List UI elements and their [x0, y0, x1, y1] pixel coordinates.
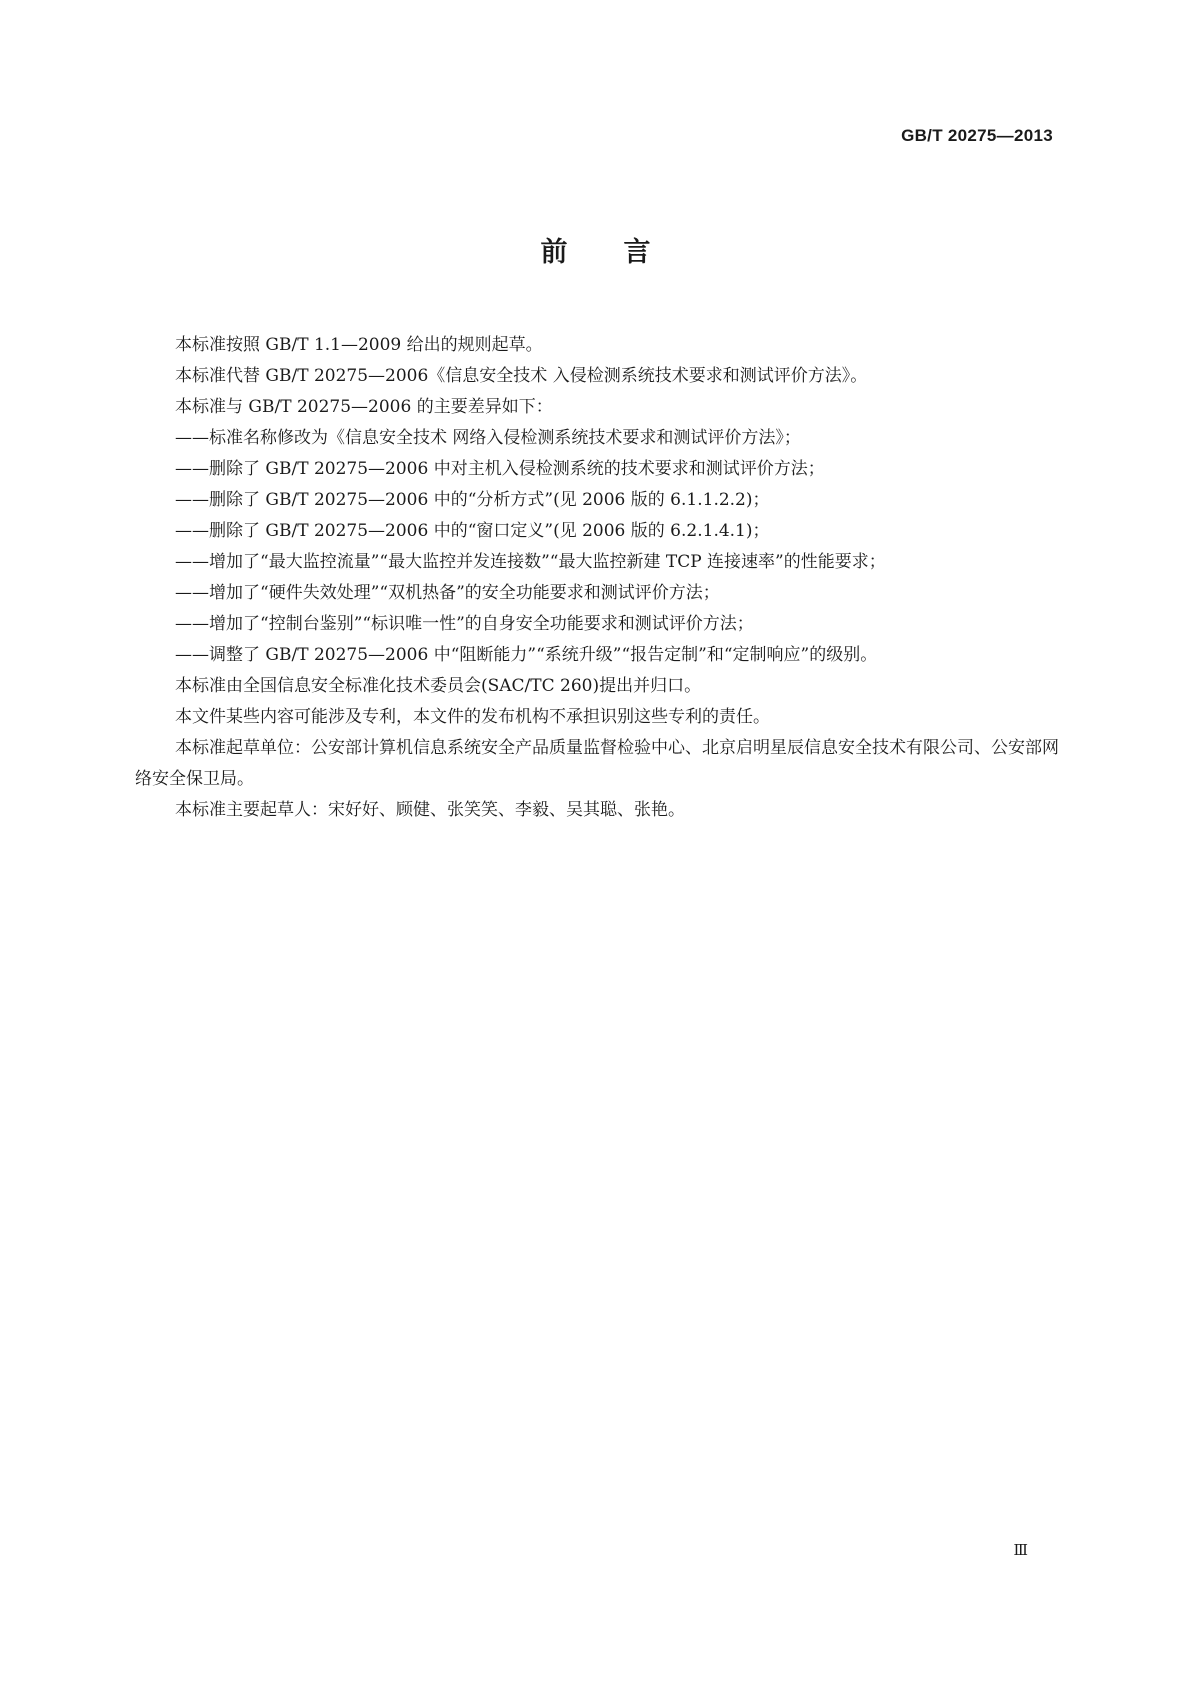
list-item: ——增加了“控制台鉴别”“标识唯一性”的自身安全功能要求和测试评价方法； — [175, 614, 754, 634]
list-item: ——增加了“最大监控流量”“最大监控并发连接数”“最大监控新建 TCP 连接速率”的性能要求； — [175, 552, 886, 572]
paragraph-drafting-units: 本标准起草单位：公安部计算机信息系统安全产品质量监督检验中心、北京启明星辰信息安全技术有限公司、公安部网络安全保卫局。 — [135, 738, 1059, 789]
paragraph-patent-notice: 本文件某些内容可能涉及专利，本文件的发布机构不承担识别这些专利的责任。 — [175, 707, 770, 727]
page-title: 前言 — [540, 237, 707, 268]
paragraph-drafting-rules: 本标准按照 GB/T 1.1—2009 给出的规则起草。 — [175, 335, 543, 355]
list-item: ——删除了 GB/T 20275—2006 中的“分析方式”(见 2006 版的 6.1.1.2.2)； — [175, 490, 770, 510]
paragraph-replaces: 本标准代替 GB/T 20275—2006《信息安全技术 入侵检测系统技术要求和测试评价方法》。 — [175, 366, 868, 386]
foreword-body — [135, 330, 1060, 826]
list-item: ——调整了 GB/T 20275—2006 中“阻断能力”“系统升级”“报告定制”和“定制响应”的级别。 — [175, 645, 878, 665]
list-item: ——标准名称修改为《信息安全技术 网络入侵检测系统技术要求和测试评价方法》； — [175, 428, 801, 448]
list-item: ——删除了 GB/T 20275—2006 中的“窗口定义”(见 2006 版的 6.2.1.4.1)； — [175, 521, 770, 541]
standard-number: GB/T 20275—2013 — [901, 126, 1053, 145]
paragraph-proposer: 本标准由全国信息安全标准化技术委员会(SAC/TC 260)提出并归口。 — [175, 676, 702, 696]
list-item: ——删除了 GB/T 20275—2006 中对主机入侵检测系统的技术要求和测试评价方法； — [175, 459, 825, 479]
paragraph-differences-intro: 本标准与 GB/T 20275—2006 的主要差异如下： — [175, 397, 553, 417]
page-number: Ⅲ — [1013, 1541, 1028, 1559]
list-item: ——增加了“硬件失效处理”“双机热备”的安全功能要求和测试评价方法； — [175, 583, 720, 603]
paragraph-drafters: 本标准主要起草人：宋好好、顾健、张笑笑、李毅、吴其聪、张艳。 — [175, 800, 685, 820]
